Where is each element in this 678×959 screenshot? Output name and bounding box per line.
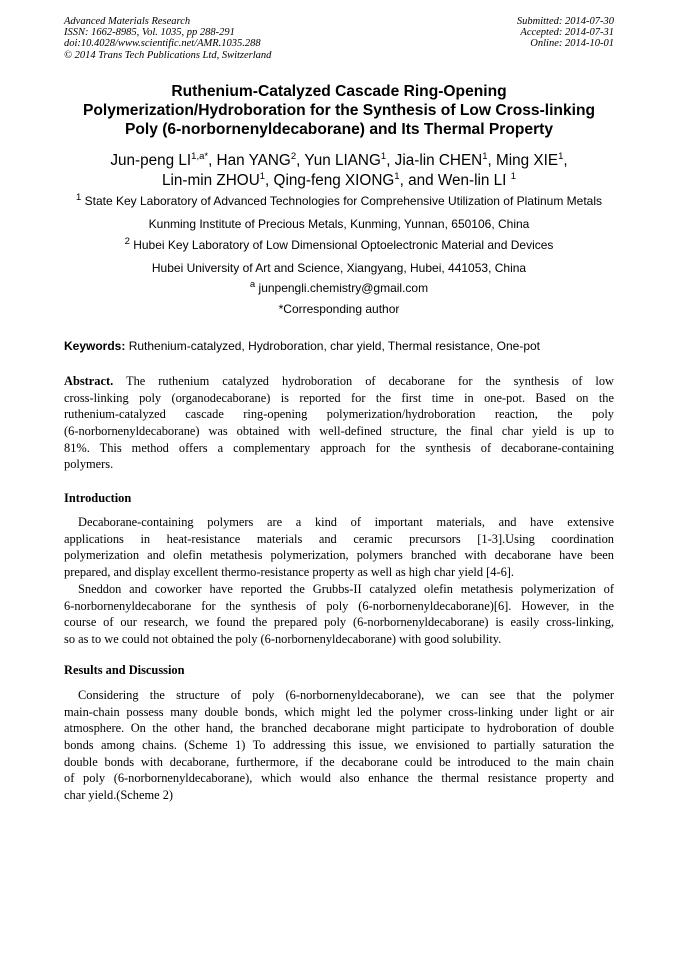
author-affil: 1 [558, 150, 564, 162]
author-email: junpengli.chemistry@gmail.com [255, 281, 429, 295]
author-affil: 1 [482, 150, 488, 162]
text-line: char yield.(Scheme 2) [64, 788, 174, 803]
author-affil: 1,a* [191, 150, 209, 162]
affiliation-2-line1 [30, 238, 648, 252]
text-line: bonds among chains. (Scheme 1) To addressing this issue, we envisioned to partially saturation the [64, 738, 614, 753]
text-line: course of our research, we found the prepared poly (6-norbornenyldecaborane) is easily cross-linking, [64, 615, 614, 630]
keywords [64, 339, 540, 353]
online-date: Online: 2014-10-01 [530, 38, 614, 50]
author-name: Lin-min ZHOU [162, 172, 260, 189]
text-line: applications in heat-resistance materials and ceramic precursors [1-3].Using coordination [64, 531, 614, 546]
author-name: , Qing-feng XIONG [265, 172, 395, 189]
author-affil: 1 [380, 150, 387, 162]
section-heading-results: Results and Discussion [64, 663, 185, 677]
abstract-line: polymers. [64, 457, 114, 472]
author-separator: , [563, 152, 568, 169]
accepted-date: Accepted: 2014-07-31 [520, 27, 614, 39]
introduction-paragraph-1 [64, 514, 614, 581]
author-list [30, 151, 648, 191]
author-line [30, 171, 648, 191]
text-line: of poly (6-norbornenyldecaborane), which would also enhance the thermal resistance property and [64, 771, 614, 786]
abstract-line: (6-norbornenyldecaborane) was obtained with well-defined structure, the final char yield is up to [64, 424, 614, 439]
paper-title [40, 82, 638, 139]
journal-issn: ISSN: 1662-8985, Vol. 1035, pp 288-291 [64, 27, 235, 39]
text-line: Decaborane-containing polymers are a kind of important materials, and have extensive [78, 515, 614, 529]
journal-info [64, 16, 271, 61]
affiliation-1-line2: Kunming Institute of Precious Metals, Kunming, Yunnan, 650106, China [148, 217, 530, 231]
author-name: , and Wen-lin LI [399, 172, 507, 189]
affiliation-number: 2 [124, 236, 130, 247]
affiliation-text: Hubei Key Laboratory of Low Dimensional Optoelectronic Material and Devices [129, 238, 554, 252]
section-heading-introduction: Introduction [64, 491, 132, 505]
author-name: Jun-peng LI [110, 152, 192, 169]
author-name: , Jia-lin CHEN [386, 152, 483, 169]
affiliation-text: State Key Laboratory of Advanced Technologies for Comprehensive Utilization of Platinum Metals [81, 194, 603, 208]
email-line [30, 281, 648, 295]
journal-copyright: © 2014 Trans Tech Publications Ltd, Switzerland [64, 49, 272, 61]
title-line: Polymerization/Hydroboration for the Synthesis of Low Cross-linking [82, 102, 596, 119]
author-name: , Ming XIE [487, 152, 559, 169]
title-line: Poly (6-norbornenyldecaborane) and Its Thermal Property [124, 121, 554, 138]
text-line: main-chain possess many double bonds, which might led the polymer cross-linking under light or air [64, 704, 614, 719]
abstract-line: ruthenium-catalyzed cascade ring-opening polymerization/hydroboration reaction, the poly [64, 407, 614, 422]
affiliation-2-line2: Hubei University of Art and Science, Xiangyang, Hubei, 441053, China [151, 261, 527, 275]
abstract [64, 373, 614, 473]
author-affil: 1 [510, 170, 516, 182]
journal-doi: doi:10.4028/www.scientific.net/AMR.1035.288 [64, 38, 261, 50]
author-name: , Yun LIANG [296, 152, 381, 169]
keywords-label: Keywords: [64, 339, 126, 353]
abstract-line: cross-linking poly (organodecaborane) is reported for the first time in one-pot. Based on the [64, 390, 614, 405]
text-line: Considering the structure of poly (6-norbornenyldecaborane), we can see that the polymer [78, 688, 614, 702]
abstract-line: 81%. This method offers a complementary approach for the synthesis of decaborane-containing [64, 440, 614, 455]
author-line [30, 151, 648, 171]
text-line: prepared, and display excellent thermo-resistance property as well as high char yield [4-6]. [64, 565, 515, 580]
abstract-label: Abstract. [64, 374, 114, 388]
introduction-paragraph-2 [64, 581, 614, 648]
text-line: Sneddon and coworker have reported the Grubbs-II catalyzed olefin metathesis polymerization of [78, 582, 614, 596]
submitted-date: Submitted: 2014-07-30 [516, 16, 614, 27]
submission-dates [517, 16, 614, 50]
corresponding-author: *Corresponding author [278, 302, 400, 316]
title-line: Ruthenium-Catalyzed Cascade Ring-Opening [171, 83, 507, 100]
keywords-text: Ruthenium-catalyzed, Hydroboration, char yield, Thermal resistance, One-pot [125, 339, 540, 353]
author-name: , Han YANG [208, 152, 291, 169]
author-affil: 2 [290, 150, 297, 162]
affiliation-number: 1 [75, 192, 82, 203]
text-line: 6-norbornenyldecaborane for the synthesis of poly (6-norbornenyldecaborane)[6]. However, in the [64, 598, 614, 613]
affiliation-1-line1 [30, 194, 648, 208]
results-paragraph-1 [64, 687, 614, 804]
author-affil: 1 [259, 170, 266, 182]
text-line: polymerization and olefin metathesis polymerization, polymers branched with decaborane have been [64, 548, 614, 563]
email-sup: a [249, 279, 256, 290]
text-line: atmosphere. On the other hand, the branched decaborane might participate to hydroboration of double [64, 721, 614, 736]
author-affil: 1 [394, 170, 400, 182]
journal-name: Advanced Materials Research [64, 16, 191, 27]
text-line: so as to we could not obtained the poly (6-norbornenyldecaborane) with good solubility. [64, 632, 502, 647]
text-line: double bonds with decaborane, furthermore, if the decaborane could be introduced to the main chain [64, 754, 614, 769]
abstract-line: Abstract. The ruthenium catalyzed hydroboration of decaborane for the synthesis of low [64, 374, 614, 388]
